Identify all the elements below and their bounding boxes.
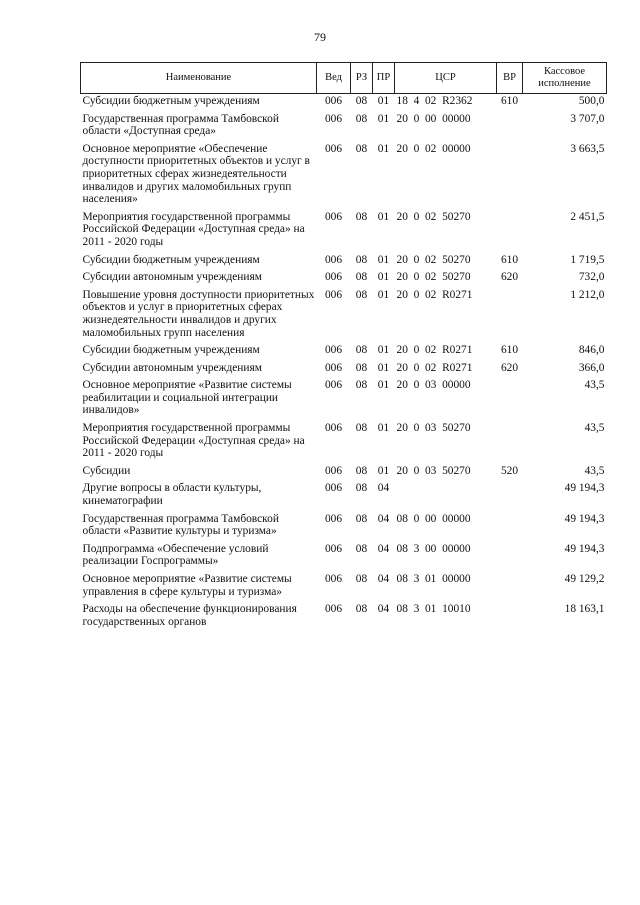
row-rz: 08	[355, 464, 368, 477]
row-name: Субсидии бюджетным учреждениям	[82, 253, 260, 266]
row-name: Субсидии бюджетным учреждениям	[82, 344, 260, 357]
table-row	[81, 542, 607, 572]
table-header-row	[81, 63, 607, 94]
row-rz: 08	[355, 603, 368, 616]
row-name: Государственная программа Тамбовской области «Развитие культуры и туризма»	[82, 512, 279, 538]
row-name: Другие вопросы в области культуры, кинематографии	[82, 482, 262, 508]
row-name: Повышение уровня доступности приоритетных объектов и услуг в приоритетных сферах жизнедеятельности инвалидов и других маломобильных групп населения	[82, 288, 315, 339]
row-ved: 006	[324, 95, 343, 107]
row-amount: 3 707,0	[570, 112, 605, 125]
row-rz: 08	[355, 542, 368, 555]
row-amount: 732,0	[578, 271, 605, 284]
row-ved: 006	[324, 573, 343, 585]
table-row	[81, 481, 607, 511]
row-rz: 08	[355, 142, 368, 155]
row-vr	[497, 512, 523, 542]
row-amount: 1 212,0	[570, 288, 605, 301]
table-row	[81, 142, 607, 210]
row-amount: 366,0	[578, 361, 605, 374]
row-vr: 610	[500, 253, 519, 266]
row-name: Основное мероприятие «Развитие системы управления в сфере культуры и туризма»	[82, 573, 292, 598]
row-rz: 08	[355, 344, 368, 357]
row-rz: 08	[355, 253, 368, 266]
row-ved: 006	[324, 361, 343, 374]
table-row	[81, 512, 607, 542]
row-ved: 006	[324, 253, 343, 266]
table-row	[81, 343, 607, 361]
row-amount: 1 719,5	[570, 253, 605, 266]
row-ved: 006	[324, 288, 343, 301]
row-vr	[497, 481, 523, 511]
page-number: 79	[314, 30, 326, 44]
row-amount: 3 663,5	[570, 142, 605, 155]
row-csr	[395, 481, 497, 511]
row-ved: 006	[324, 142, 343, 155]
row-vr	[497, 602, 523, 632]
row-ved: 006	[324, 271, 343, 284]
row-amount: 49 194,3	[564, 482, 605, 495]
row-csr: 20 0 03 50270	[396, 464, 471, 477]
row-name: Основное мероприятие «Обеспечение доступности приоритетных объектов и услуг в приоритетных сферах жизнедеятельности инвалидов и других маломобильных групп населения»	[82, 142, 310, 206]
row-csr: 08 3 01 00000	[396, 573, 471, 585]
row-pr: 01	[377, 95, 390, 107]
row-name: Субсидии автономным учреждениям	[82, 271, 262, 284]
row-name: Субсидии бюджетным учреждениям	[82, 95, 260, 107]
row-ved: 006	[324, 344, 343, 357]
row-csr: 20 0 00 00000	[396, 112, 471, 125]
row-ved: 006	[324, 210, 343, 223]
row-csr: 20 0 02 R0271	[396, 361, 473, 374]
row-vr	[497, 572, 523, 602]
table-row	[81, 288, 607, 343]
row-rz: 08	[355, 210, 368, 223]
row-rz: 08	[355, 512, 368, 525]
row-csr: 08 3 00 00000	[396, 542, 471, 555]
row-ved: 006	[324, 542, 343, 555]
row-pr: 01	[377, 422, 390, 435]
row-amount: 43,5	[584, 464, 605, 477]
table-row	[81, 421, 607, 464]
row-amount: 846,0	[578, 344, 605, 357]
row-pr: 04	[377, 573, 390, 585]
row-pr: 04	[377, 542, 390, 555]
row-vr	[497, 542, 523, 572]
table-row	[81, 270, 607, 288]
row-vr	[497, 288, 523, 343]
row-vr	[497, 210, 523, 253]
row-csr: 20 0 02 50270	[396, 253, 471, 266]
row-vr: 610	[500, 95, 519, 107]
row-pr: 01	[377, 142, 390, 155]
row-csr: 20 0 02 R0271	[396, 288, 473, 301]
row-amount: 49 194,3	[564, 512, 605, 525]
row-name: Мероприятия государственной программы Российской Федерации «Доступная среда» на 2011 - 2020 годы	[82, 210, 305, 248]
row-amount: 18 163,1	[564, 603, 605, 616]
table-row	[81, 253, 607, 271]
row-amount: 49 194,3	[564, 542, 605, 555]
row-name: Основное мероприятие «Развитие системы реабилитации и социальной интеграции инвалидов»	[82, 379, 292, 417]
row-amount: 500,0	[578, 95, 605, 107]
row-vr	[497, 112, 523, 142]
header-pr: ПР	[373, 63, 395, 94]
row-csr: 20 0 02 50270	[396, 210, 471, 223]
row-rz: 08	[355, 422, 368, 435]
row-csr: 20 0 02 00000	[396, 142, 471, 155]
row-csr: 20 0 03 50270	[396, 422, 471, 435]
row-amount: 49 129,2	[564, 573, 605, 585]
row-pr: 01	[377, 112, 390, 125]
header-csr: ЦСР	[395, 63, 497, 94]
row-ved: 006	[324, 482, 343, 495]
row-ved: 006	[324, 422, 343, 435]
row-csr: 20 0 03 00000	[396, 379, 471, 392]
row-vr	[497, 142, 523, 210]
row-pr: 01	[377, 464, 390, 477]
row-vr	[497, 378, 523, 421]
header-rz: РЗ	[351, 63, 373, 94]
row-pr: 01	[377, 379, 390, 392]
row-pr: 01	[377, 344, 390, 357]
row-rz: 08	[355, 271, 368, 284]
row-csr: 08 0 00 00000	[396, 512, 471, 525]
row-pr: 01	[377, 288, 390, 301]
row-vr: 620	[500, 361, 519, 374]
row-rz: 08	[355, 573, 368, 585]
row-pr: 01	[377, 253, 390, 266]
row-vr: 620	[500, 271, 519, 284]
row-vr: 520	[500, 464, 519, 477]
table-row	[81, 572, 607, 602]
row-name: Субсидии автономным учреждениям	[82, 361, 262, 374]
row-name: Мероприятия государственной программы Российской Федерации «Доступная среда» на 2011 - 2020 годы	[82, 422, 305, 460]
row-pr: 01	[377, 210, 390, 223]
row-amount: 43,5	[584, 379, 605, 392]
row-ved: 006	[324, 112, 343, 125]
budget-table	[80, 62, 607, 632]
header-vr: ВР	[497, 63, 523, 94]
table-row	[81, 378, 607, 421]
table-body	[81, 94, 607, 633]
row-pr: 01	[377, 271, 390, 284]
header-name: Наименование	[81, 63, 317, 94]
row-name: Подпрограмма «Обеспечение условий реализации Госпрограммы»	[82, 542, 269, 568]
row-pr: 04	[377, 603, 390, 616]
row-pr: 04	[377, 482, 390, 495]
row-rz: 08	[355, 288, 368, 301]
row-name: Расходы на обеспечение функционирования государственных органов	[82, 603, 297, 628]
row-csr: 08 3 01 10010	[396, 603, 471, 616]
row-rz: 08	[355, 379, 368, 392]
row-csr: 20 0 02 50270	[396, 271, 471, 284]
row-rz: 08	[355, 95, 368, 107]
row-rz: 08	[355, 482, 368, 495]
row-name: Субсидии	[82, 464, 131, 477]
row-amount: 2 451,5	[570, 210, 605, 223]
row-vr: 610	[500, 344, 519, 357]
row-name: Государственная программа Тамбовской области «Доступная среда»	[82, 112, 279, 138]
row-ved: 006	[324, 379, 343, 392]
row-ved: 006	[324, 603, 343, 616]
table-row	[81, 94, 607, 112]
table-row	[81, 464, 607, 482]
header-ved: Вед	[317, 63, 351, 94]
table-row	[81, 210, 607, 253]
row-amount: 43,5	[584, 422, 605, 435]
row-ved: 006	[324, 464, 343, 477]
table-row	[81, 602, 607, 632]
row-vr	[497, 421, 523, 464]
table-row	[81, 112, 607, 142]
row-rz: 08	[355, 361, 368, 374]
row-pr: 04	[377, 512, 390, 525]
row-csr: 20 0 02 R0271	[396, 344, 473, 357]
header-sum: Кассовое исполнение	[523, 63, 607, 94]
row-rz: 08	[355, 112, 368, 125]
row-csr: 18 4 02 R2362	[396, 95, 473, 107]
table-row	[81, 361, 607, 379]
row-pr: 01	[377, 361, 390, 374]
row-ved: 006	[324, 512, 343, 525]
